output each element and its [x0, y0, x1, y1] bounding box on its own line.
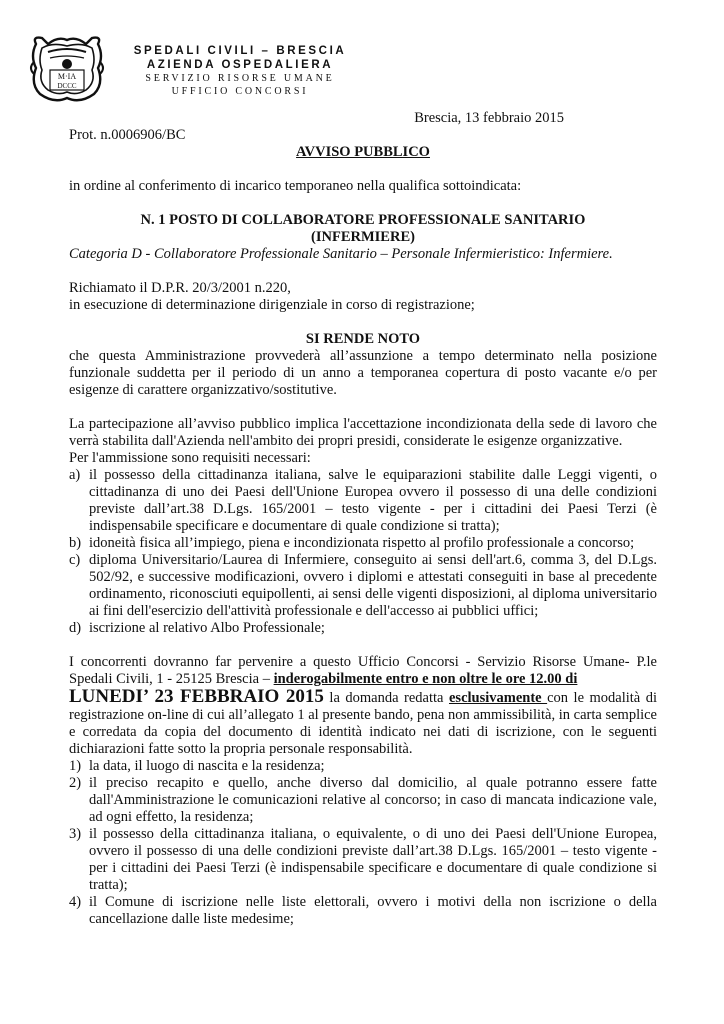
document-title: AVVISO PUBBLICO [296, 144, 430, 160]
document-body [69, 144, 657, 928]
list-item-text: iscrizione al relativo Albo Professionale; [89, 620, 325, 636]
rende-noto-heading: SI RENDE NOTO [305, 331, 421, 347]
letterhead-line4: UFFICIO CONCORSI [171, 86, 309, 97]
letterhead-line3: SERVIZIO RISORSE UMANE [145, 73, 335, 84]
list-item-text: il Comune di iscrizione nelle liste elettorali, ovvero i motivi della non iscrizione o della cancellazione dalle liste medesime; [89, 894, 657, 927]
position-category: Categoria D - Collaboratore Professionale Sanitario – Personale Infermieristico: Infermiere. [69, 246, 613, 262]
submission-part2: la domanda redatta [323, 690, 449, 706]
submission-part3: con le modalità di registrazione on-line di cui all’allegato 1 al presente bando, pena non ammissibilità, in carta semplice e corredata da copia del documento di identità indicato nei dati di iscrizione, con le seguenti dichiarazioni fatte sotto la propria personale responsabilità. [69, 690, 658, 757]
list-item-text: il possesso della cittadinanza italiana, o equivalente, o di uno dei Paesi dell'Unione Europea, ovvero il possesso di una delle condizioni previste dall’art.38 D.Lgs. 165/2001 – testo vigente - per i cittadini dei Paesi Terzi (è indispensabile specificare e documentare di quale condizione si tratta); [89, 826, 657, 893]
submission-date: LUNEDI’ 23 FEBBRAIO 2015 [69, 686, 324, 707]
list-item-text: il preciso recapito e quello, anche diverso dal domicilio, al quale potranno essere fatte dall'Amministrazione le comunicazioni relative al concorso; in caso di mancata indicazione vale, ad ogni effetto, la residenza; [89, 775, 657, 825]
submission-part1: I concorrenti dovranno far pervenire a questo Ufficio Concorsi - Servizio Risorse Umane- P.le Spedali Civili, 1 - 25125 Brescia – [69, 654, 657, 687]
list-item [69, 894, 657, 928]
hospital-crest-logo [28, 34, 106, 104]
letterhead-line1: SPEDALI CIVILI – BRESCIA [133, 45, 347, 57]
list-marker: 3) [69, 826, 82, 842]
letterhead-line2: AZIENDA OSPEDALIERA [146, 59, 334, 71]
position-title-line2: (INFERMIERE) [311, 229, 415, 245]
submission-paragraph [69, 654, 657, 758]
document-date: Brescia, 13 febbraio 2015 [414, 110, 564, 126]
list-marker: b) [69, 535, 82, 551]
list-item [69, 775, 657, 826]
submission-exclusively: esclusivamente [448, 690, 548, 706]
list-item [69, 826, 657, 894]
recall-line2: in esecuzione di determinazione dirigenziale in corso di registrazione; [69, 297, 475, 313]
list-item-text: diploma Universitario/Laurea di Infermiere, conseguito ai sensi dell'art.6, comma 3, del D.Lgs. 502/92, e successive modificazioni, ovvero i diplomi e attestati conseguiti in base al precedente ordinamento, riconosciuti equipollenti, ai sensi delle vigenti disposizioni, al diploma universitario ai fini dell'esercizio dell'attività professionale e dell'accesso ai pubblici uffici; [89, 552, 657, 619]
participation-text: La partecipazione all’avviso pubblico implica l'accettazione incondizionata della sede di lavoro che verrà stabilita dall'Azienda nell'ambito dei propri presidi, considerate le esigenze organizzative. [69, 416, 657, 449]
list-marker: 4) [69, 894, 82, 910]
list-item [69, 620, 657, 637]
list-item [69, 467, 657, 535]
logo-caption-top: M·IA [57, 72, 77, 81]
submission-deadline: inderogabilmente entro e non oltre le ore 12.00 di [273, 671, 578, 687]
list-item [69, 535, 657, 552]
list-item [69, 758, 657, 775]
letterhead [120, 44, 360, 98]
logo-caption-bottom: DCCC [57, 82, 77, 90]
rende-noto-text: che questa Amministrazione provvederà all’assunzione a tempo determinato nella posizione funzionale suddetta per il periodo di un anno a temporanea copertura di posto vacante e/o per esigenze di carattere organizzativo/sostitutive. [69, 348, 657, 398]
list-marker: a) [69, 467, 81, 483]
list-marker: 2) [69, 775, 82, 791]
intro-text: in ordine al conferimento di incarico temporaneo nella qualifica sottoindicata: [69, 178, 522, 194]
requirements-intro: Per l'ammissione sono requisiti necessari: [69, 450, 311, 466]
list-item-text: la data, il luogo di nascita e la residenza; [89, 758, 325, 774]
list-marker: 1) [69, 758, 82, 774]
list-item-text: idoneità fisica all’impiego, piena e incondizionata rispetto al profilo professionale a concorso; [89, 535, 635, 551]
recall-line1: Richiamato il D.P.R. 20/3/2001 n.220, [69, 280, 291, 296]
list-marker: c) [69, 552, 81, 568]
declarations-list [69, 758, 657, 928]
position-title-line1: N. 1 POSTO DI COLLABORATORE PROFESSIONALE SANITARIO [140, 212, 586, 228]
requirements-list [69, 467, 657, 637]
protocol-number: Prot. n.0006906/BC [69, 127, 186, 143]
list-item-text: il possesso della cittadinanza italiana, salve le equiparazioni stabilite dalle Leggi vigenti, o cittadinanza di uno dei Paesi dell'Unione Europea ovvero il possesso di una delle condizioni previste dall’art.38 D.Lgs. 165/2001 – testo vigente - per i cittadini dei Paesi Terzi (è indispensabile specificare e documentare di quale condizione si tratta); [89, 467, 657, 534]
list-item [69, 552, 657, 620]
list-marker: d) [69, 620, 82, 636]
